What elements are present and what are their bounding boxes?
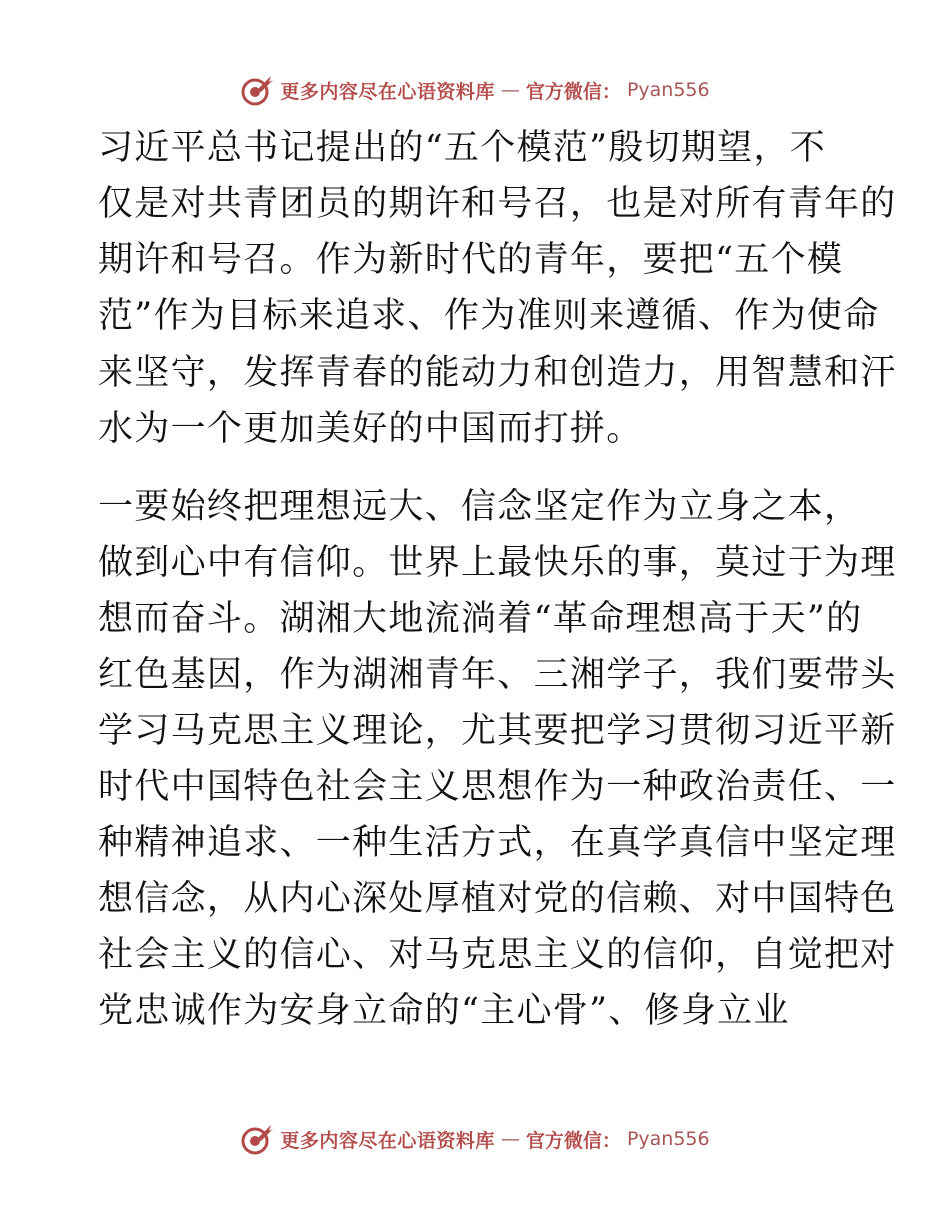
banner-main-text: 更多内容尽在心语资料库 xyxy=(280,1129,495,1152)
text-line: 党忠诚作为安身立命的“主心骨”、修身立业 xyxy=(98,991,790,1031)
text-line: 想而奋斗。湖湘大地流淌着“革命理想高于天”的 xyxy=(98,599,863,639)
text-line: 仅是对共青团员的期许和号召，也是对所有青年的 xyxy=(98,184,897,224)
text-line: 习近平总书记提出的“五个模范”殷切期望，不 xyxy=(98,128,827,168)
text-line: 红色基因，作为湖湘青年、三湘学子，我们要带头 xyxy=(98,655,897,695)
header-watermark-banner xyxy=(0,70,950,110)
text-line: 做到心中有信仰。世界上最快乐的事，莫过于为理 xyxy=(98,543,897,583)
banner-wechat-id: Pyan556 xyxy=(626,79,710,101)
text-line: 水为一个更加美好的中国而打拼。 xyxy=(98,409,643,449)
quill-logo-icon xyxy=(240,1122,274,1156)
banner-main-text: 更多内容尽在心语资料库 xyxy=(280,80,495,103)
text-line: 一要始终把理想远大、信念坚定作为立身之本， xyxy=(98,487,861,527)
text-line: 种精神追求、一种生活方式，在真学真信中坚定理 xyxy=(98,823,897,863)
text-line: 想信念，从内心深处厚植对党的信赖、对中国特色 xyxy=(98,879,897,919)
banner-wechat-label: 官方微信： xyxy=(525,1129,621,1152)
banner-wechat-label: 官方微信： xyxy=(525,80,621,103)
text-line: 学习马克思主义理论，尤其要把学习贯彻习近平新 xyxy=(98,711,897,751)
text-line: 社会主义的信心、对马克思主义的信仰，自觉把对 xyxy=(98,935,897,975)
banner-separator: — xyxy=(500,1128,520,1150)
footer-watermark-banner xyxy=(0,1119,950,1159)
banner-wechat-id: Pyan556 xyxy=(626,1128,710,1150)
text-line: 来坚守，发挥青春的能动力和创造力，用智慧和汗 xyxy=(98,353,897,393)
text-line: 时代中国特色社会主义思想作为一种政治责任、一 xyxy=(98,767,897,807)
quill-logo-icon xyxy=(240,73,274,107)
text-line: 期许和号召。作为新时代的青年，要把“五个模 xyxy=(98,240,844,280)
text-line: 范”作为目标来追求、作为准则来遵循、作为使命 xyxy=(98,296,880,336)
banner-separator: — xyxy=(500,79,520,101)
